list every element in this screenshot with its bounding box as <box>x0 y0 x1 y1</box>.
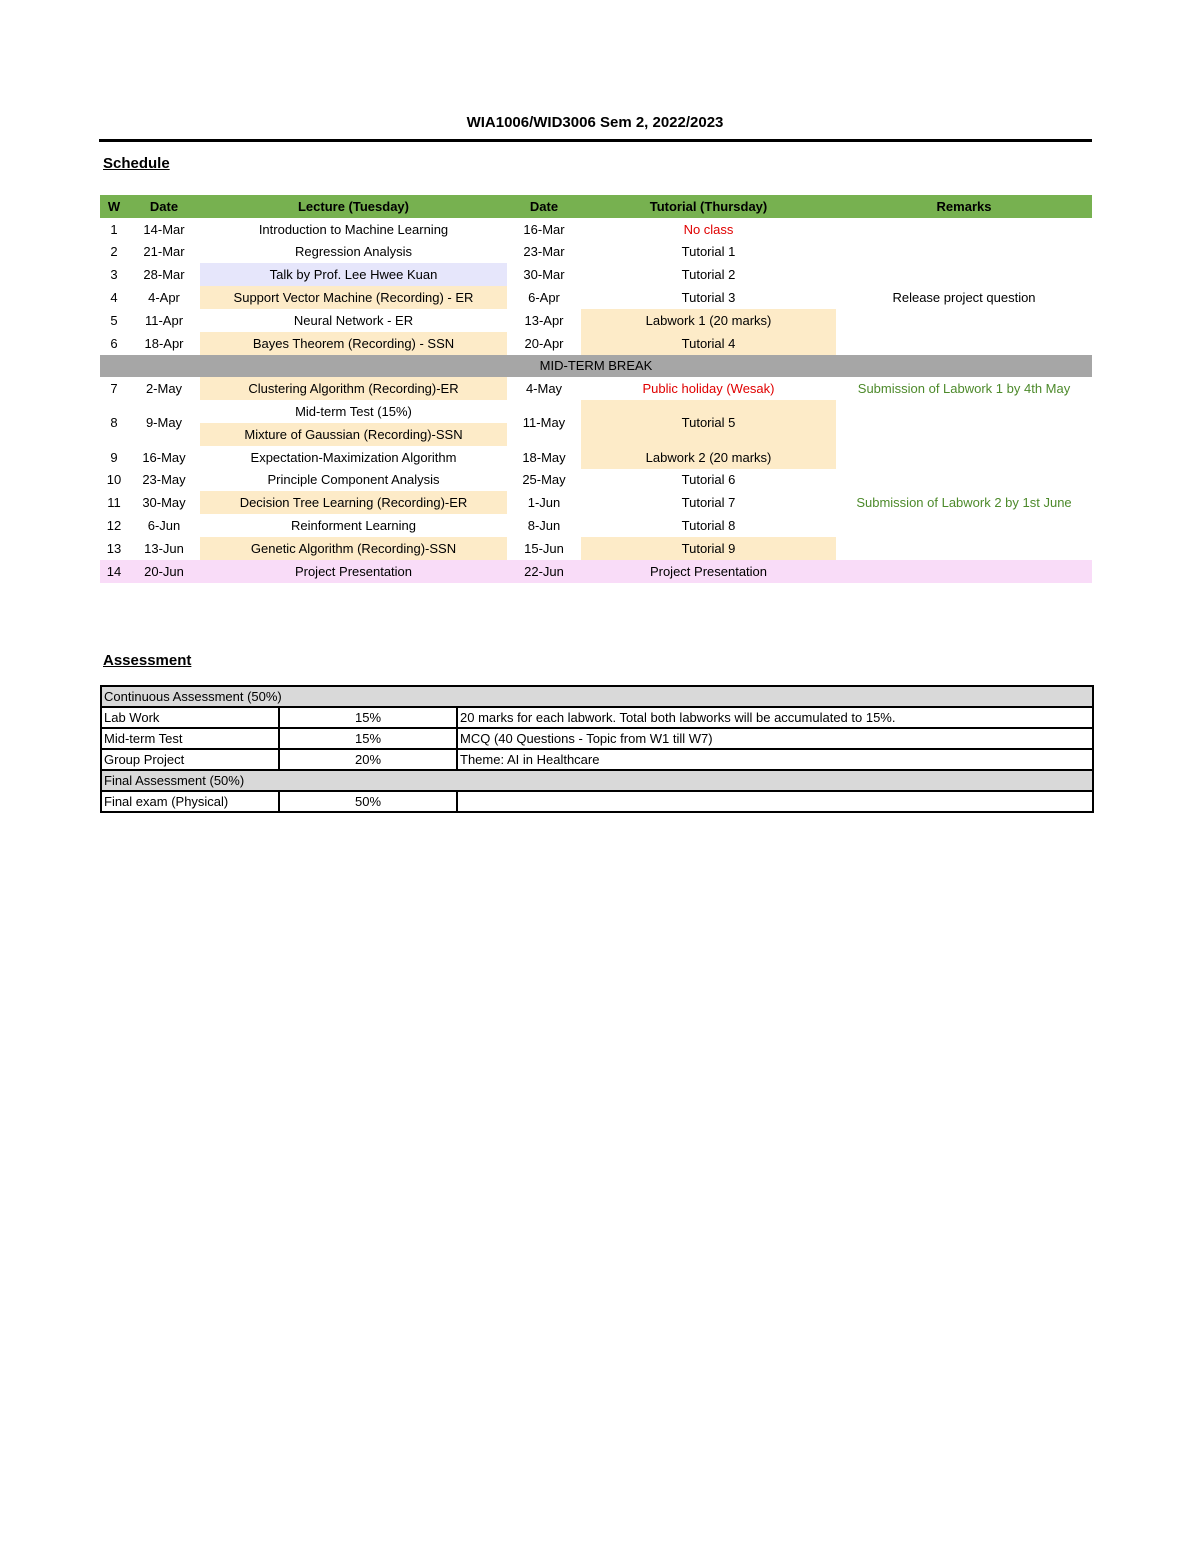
week-number: 13 <box>106 540 122 556</box>
schedule-row-week-8 <box>100 400 1092 423</box>
tutorial-item: Labwork 1 (20 marks) <box>581 309 836 332</box>
tutorial-date: 20-Apr <box>524 335 564 351</box>
remarks <box>836 309 1092 332</box>
week-number: 10 <box>106 472 122 488</box>
week-number: 1 <box>110 221 118 237</box>
tutorial-item: Tutorial 6 <box>681 472 736 488</box>
tutorial-date: 18-May <box>522 449 566 465</box>
lecture-topic: Decision Tree Learning (Recording)-ER <box>200 491 507 514</box>
assessment-name: Mid-term Test <box>101 728 279 749</box>
remarks <box>836 560 1092 583</box>
continuous-assessment-row <box>101 686 1093 707</box>
tutorial-date: 25-May <box>522 472 566 488</box>
assessment-percent: 15% <box>279 707 457 728</box>
remarks <box>836 241 1092 264</box>
tutorial-item: Labwork 2 (20 marks) <box>581 446 836 469</box>
schedule-row-week-11 <box>100 491 1092 514</box>
assessment-row <box>101 728 1093 749</box>
remarks <box>836 514 1092 537</box>
tutorial-date: 4-May <box>525 381 563 397</box>
remarks <box>836 218 1092 241</box>
week-number: 3 <box>110 267 118 283</box>
week-number: 7 <box>110 381 118 397</box>
assessment-note <box>457 791 1093 812</box>
tutorial-date: 8-Jun <box>527 518 561 534</box>
final-assessment-label: Final Assessment (50%) <box>101 770 1093 791</box>
assessment-note: MCQ (40 Questions - Topic from W1 till W7) <box>457 728 1093 749</box>
tutorial-item: Tutorial 5 <box>581 400 836 446</box>
assessment-name: Final exam (Physical) <box>101 791 279 812</box>
lecture-topic: Neural Network - ER <box>293 312 414 328</box>
schedule-row-week-12 <box>100 514 1092 537</box>
lecture-date: 20-Jun <box>128 560 200 583</box>
tutorial-date: 15-Jun <box>524 540 564 556</box>
assessment-percent: 20% <box>279 749 457 770</box>
lecture-date: 23-May <box>142 472 186 488</box>
lecture-date: 9-May <box>145 415 183 431</box>
schedule-row-week-2 <box>100 241 1092 264</box>
lecture-topic: Regression Analysis <box>294 244 413 260</box>
assessment-row <box>101 707 1093 728</box>
header-week: W <box>100 195 128 218</box>
lecture-topic: Bayes Theorem (Recording) - SSN <box>200 332 507 355</box>
schedule-row-week-3 <box>100 263 1092 286</box>
tutorial-date: 16-Mar <box>523 221 565 237</box>
tutorial-item: Tutorial 9 <box>581 537 836 560</box>
lecture-date: 30-May <box>142 495 186 511</box>
lecture-topic: Genetic Algorithm (Recording)-SSN <box>200 537 507 560</box>
tutorial-item: Tutorial 4 <box>581 332 836 355</box>
remarks: Release project question <box>892 290 1036 306</box>
lecture-topic: Clustering Algorithm (Recording)-ER <box>200 377 507 400</box>
assessment-percent: 15% <box>279 728 457 749</box>
assessment-table <box>100 685 1094 813</box>
mid-term-break-label: MID-TERM BREAK <box>100 355 1092 378</box>
schedule-row-week-10 <box>100 469 1092 492</box>
assessment-heading: Assessment <box>103 652 192 669</box>
lecture-date: 2-May <box>145 381 183 397</box>
schedule-row-week-4 <box>100 286 1092 309</box>
lecture-date: 13-Jun <box>144 540 184 556</box>
remarks <box>836 537 1092 560</box>
lecture-topic: Expectation-Maximization Algorithm <box>250 449 457 465</box>
week-number: 9 <box>110 449 118 465</box>
schedule-header-row <box>100 195 1092 218</box>
schedule-row-week-1 <box>100 218 1092 241</box>
assessment-note: 20 marks for each labwork. Total both labworks will be accumulated to 15%. <box>457 707 1093 728</box>
tutorial-item: No class <box>683 221 734 237</box>
document-title: WIA1006/WID3006 Sem 2, 2022/2023 <box>466 114 724 131</box>
week-number: 8 <box>110 415 118 431</box>
schedule-table <box>100 195 1092 583</box>
week-number: 14 <box>100 560 128 583</box>
tutorial-date: 22-Jun <box>507 560 581 583</box>
tutorial-item: Tutorial 2 <box>681 267 736 283</box>
schedule-row-week-7 <box>100 377 1092 400</box>
week-number: 4 <box>110 290 118 306</box>
remarks <box>836 446 1092 469</box>
schedule-row-week-14 <box>100 560 1092 583</box>
week-number: 11 <box>107 495 121 511</box>
schedule-row-week-9 <box>100 446 1092 469</box>
mid-term-break-row <box>100 355 1092 378</box>
lecture-topic: Support Vector Machine (Recording) - ER <box>200 286 507 309</box>
week-number: 5 <box>110 312 118 328</box>
header-lecture: Lecture (Tuesday) <box>200 195 507 218</box>
tutorial-item: Tutorial 7 <box>681 495 736 511</box>
tutorial-date: 23-Mar <box>523 244 565 260</box>
lecture-topic: Reinforment Learning <box>290 518 417 534</box>
assessment-row <box>101 749 1093 770</box>
tutorial-item: Project Presentation <box>581 560 836 583</box>
assessment-name: Group Project <box>101 749 279 770</box>
lecture-date: 14-Mar <box>143 221 185 237</box>
tutorial-item: Tutorial 1 <box>681 244 736 260</box>
tutorial-date: 11-May <box>522 415 566 431</box>
assessment-note: Theme: AI in Healthcare <box>457 749 1093 770</box>
tutorial-date: 6-Apr <box>528 290 560 306</box>
schedule-row-week-13 <box>100 537 1092 560</box>
lecture-date: 28-Mar <box>143 267 185 283</box>
assessment-name: Lab Work <box>101 707 279 728</box>
lecture-date: 6-Jun <box>147 518 181 534</box>
schedule-row-week-5 <box>100 309 1092 332</box>
lecture-date: 4-Apr <box>148 290 180 306</box>
lecture-topic: Talk by Prof. Lee Hwee Kuan <box>200 263 507 286</box>
tutorial-item: Public holiday (Wesak) <box>642 381 775 397</box>
header-tutorial: Tutorial (Thursday) <box>581 195 836 218</box>
remarks <box>836 400 1092 446</box>
header-remarks: Remarks <box>836 195 1092 218</box>
week-number: 12 <box>106 518 122 534</box>
header-lecture-date: Date <box>128 195 200 218</box>
lecture-topic: Introduction to Machine Learning <box>258 221 449 237</box>
final-assessment-row <box>101 770 1093 791</box>
schedule-heading: Schedule <box>103 155 170 172</box>
header-tutorial-date: Date <box>507 195 581 218</box>
tutorial-date: 1-Jun <box>527 495 561 511</box>
lecture-date: 11-Apr <box>144 312 184 328</box>
continuous-assessment-label: Continuous Assessment (50%) <box>101 686 1093 707</box>
title-rule <box>99 139 1092 142</box>
lecture-topic: Mid-term Test (15%) <box>295 404 412 420</box>
lecture-date: 16-May <box>142 449 186 465</box>
lecture-topic-second: Mixture of Gaussian (Recording)-SSN <box>200 423 507 446</box>
week-number: 6 <box>110 335 118 351</box>
lecture-topic: Principle Component Analysis <box>267 472 440 488</box>
remarks <box>836 263 1092 286</box>
remarks: Submission of Labwork 2 by 1st June <box>856 495 1072 511</box>
assessment-row <box>101 791 1093 812</box>
tutorial-item: Tutorial 3 <box>681 290 736 306</box>
tutorial-item: Tutorial 8 <box>681 518 736 534</box>
remarks <box>836 469 1092 492</box>
lecture-date: 21-Mar <box>143 244 185 260</box>
assessment-percent: 50% <box>279 791 457 812</box>
schedule-row-week-6 <box>100 332 1092 355</box>
lecture-topic: Project Presentation <box>200 560 507 583</box>
remarks <box>836 332 1092 355</box>
lecture-date: 18-Apr <box>144 335 184 351</box>
remarks: Submission of Labwork 1 by 4th May <box>857 381 1071 397</box>
week-number: 2 <box>110 244 118 260</box>
tutorial-date: 13-Apr <box>524 312 564 328</box>
tutorial-date: 30-Mar <box>523 267 565 283</box>
